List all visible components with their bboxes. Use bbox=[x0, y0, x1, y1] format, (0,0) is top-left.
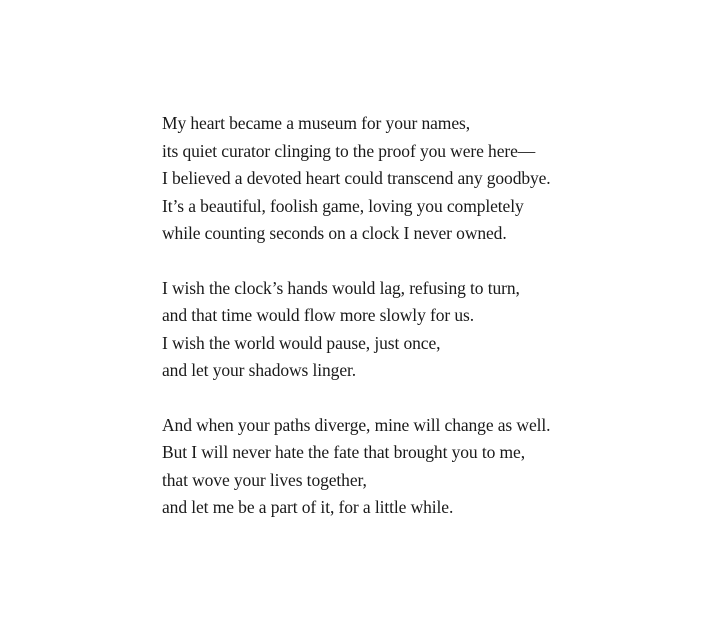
poem-line: My heart became a museum for your names, bbox=[162, 113, 470, 133]
poem-line: that wove your lives together, bbox=[162, 469, 367, 490]
poem-line: I believed a devoted heart could transcend any goodbye. bbox=[162, 168, 551, 188]
poem-line: and that time would flow more slowly for us. bbox=[162, 305, 475, 325]
stanza-2 bbox=[162, 275, 702, 385]
poem-line: its quiet curator clinging to the proof you were here— bbox=[162, 140, 536, 161]
stanza-3 bbox=[162, 412, 702, 522]
stanza-1 bbox=[162, 110, 702, 248]
poem-line: I wish the clock’s hands would lag, refusing to turn, bbox=[162, 277, 520, 298]
poem-line: But I will never hate the fate that brought you to me, bbox=[162, 442, 525, 462]
poem bbox=[162, 110, 702, 549]
poem-line: It’s a beautiful, foolish game, loving you completely bbox=[162, 195, 524, 216]
poem-line: and let your shadows linger. bbox=[162, 360, 357, 380]
poem-line: while counting seconds on a clock I never owned. bbox=[162, 223, 507, 243]
poem-line: I wish the world would pause, just once, bbox=[162, 332, 441, 353]
poem-line: And when your paths diverge, mine will change as well. bbox=[162, 414, 551, 435]
poem-line: and let me be a part of it, for a little while. bbox=[162, 497, 454, 517]
